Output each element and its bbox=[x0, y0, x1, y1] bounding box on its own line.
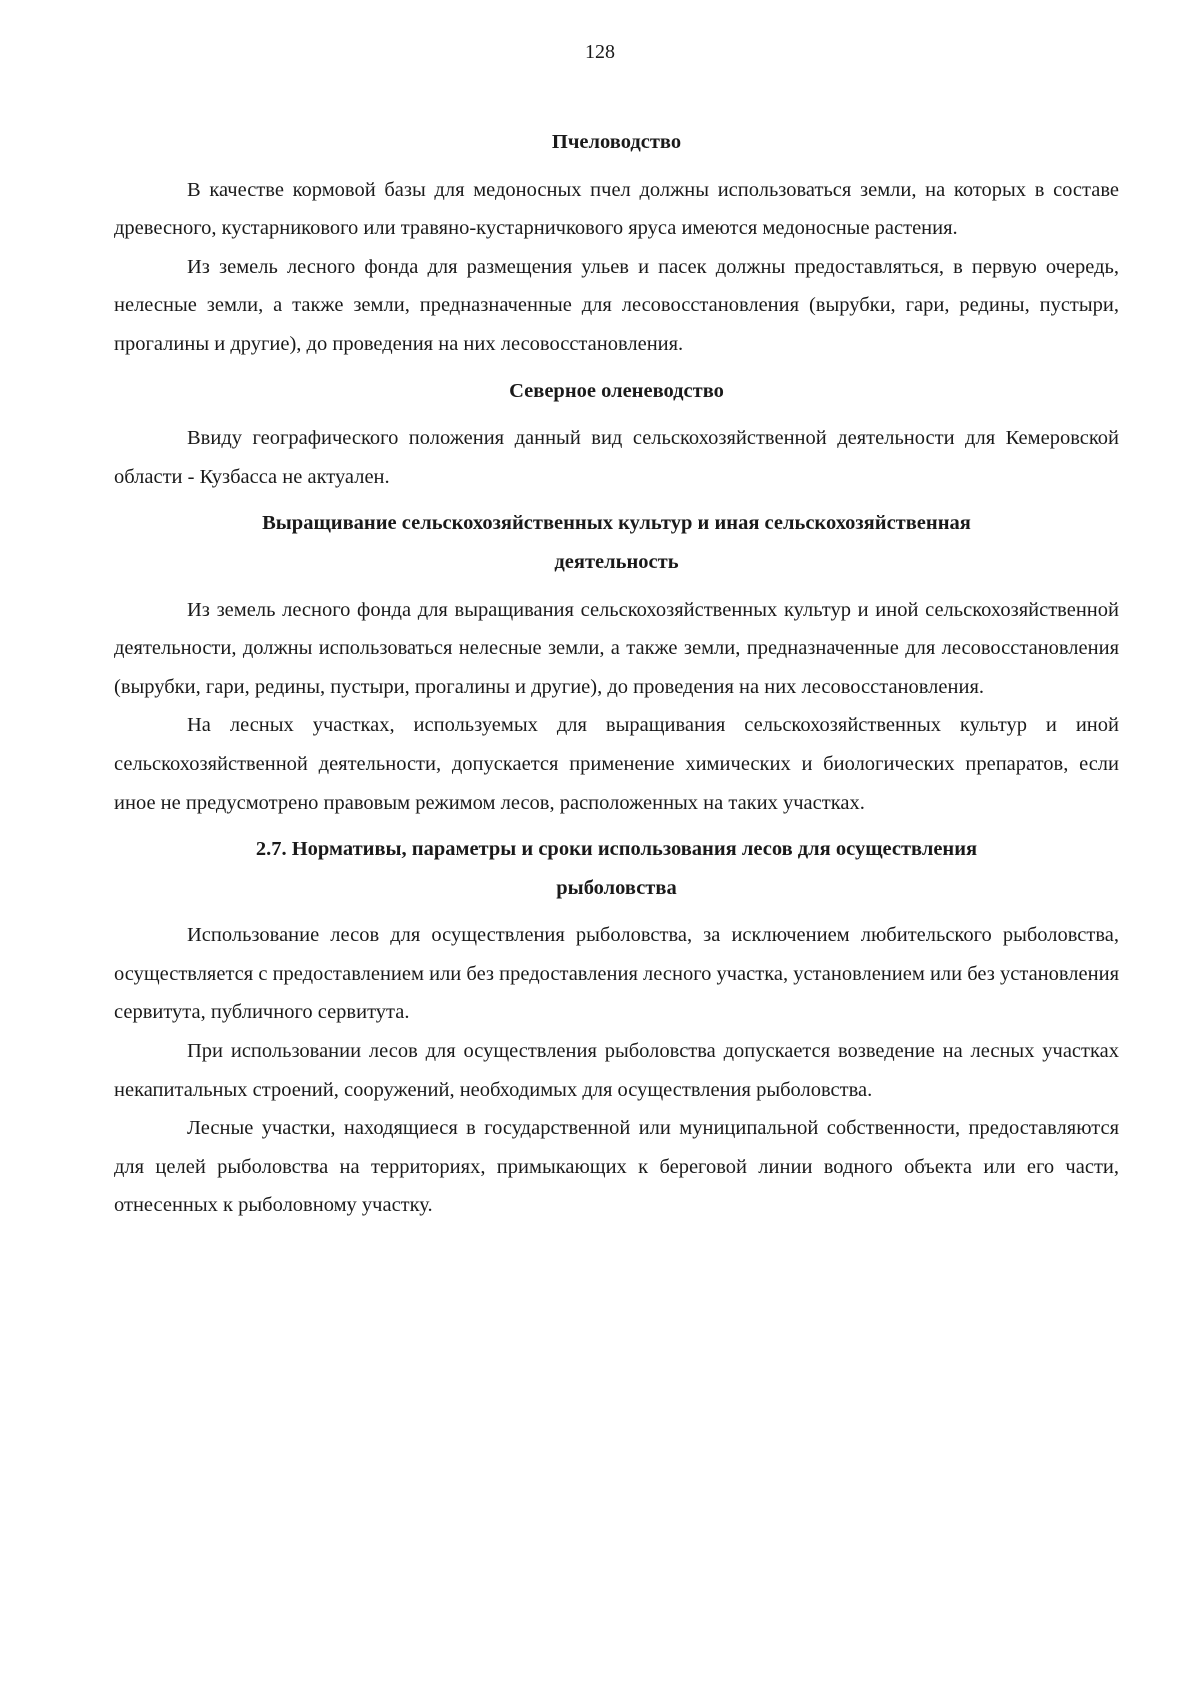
paragraph: В качестве кормовой базы для медоносных пчел должны использоваться земли, на которых в составе древесного, кустарникового или травяно-кустарничкового яруса имеются медоносные растения. bbox=[114, 178, 1119, 240]
paragraph: Ввиду географического положения данный вид сельскохозяйственной деятельности для Кемеровской области - Кузбасса не актуален. bbox=[114, 427, 1119, 488]
paragraph: Из земель лесного фонда для выращивания сельскохозяйственных культур и иной сельскохозяйственной деятельности, должны использоваться нелесные земли, а также земли, предназначенные для лесовосстановления (вырубки, гари, редины, пустыри, прогалины и другие), до проведения на них лесовосстановления. bbox=[114, 598, 1119, 698]
document-body bbox=[114, 123, 1119, 1225]
paragraph: При использовании лесов для осуществления рыболовства допускается возведение на лесных участках некапитальных строений, сооружений, необходимых для осуществления рыболовства. bbox=[114, 1040, 1119, 1101]
section-title-agriculture: Выращивание сельскохозяйственных культур и иная сельскохозяйственная деятельность bbox=[262, 512, 971, 573]
paragraph: Из земель лесного фонда для размещения ульев и пасек должны предоставляться, в первую очередь, нелесные земли, а также земли, предназначенные для лесовосстановления (вырубки, гари, редины, пустыри, прогалины и другие), до проведения на них лесовосстановления. bbox=[114, 255, 1119, 355]
paragraph: На лесных участках, используемых для выращивания сельскохозяйственных культур и иной сельскохозяйственной деятельности, допускается применение химических и биологических препаратов, если иное не предусмотрено правовым режимом лесов, расположенных на таких участках. bbox=[114, 714, 1119, 814]
section-title-beekeeping: Пчеловодство bbox=[551, 131, 682, 153]
page-number: 128 bbox=[585, 41, 615, 63]
section-title-fishing: 2.7. Нормативы, параметры и сроки использования лесов для осуществления рыболовства bbox=[255, 838, 978, 899]
section-title-reindeer: Северное оленеводство bbox=[509, 379, 724, 402]
paragraph: Использование лесов для осуществления рыболовства, за исключением любительского рыболовства, осуществляется с предоставлением или без предоставления лесного участка, установлением или без установления сервитута, публичного сервитута. bbox=[114, 924, 1119, 1024]
paragraph: Лесные участки, находящиеся в государственной или муниципальной собственности, предоставляются для целей рыболовства на территориях, примыкающих к береговой линии водного объекта или его части, отнесенных к рыболовному участку. bbox=[114, 1117, 1119, 1217]
